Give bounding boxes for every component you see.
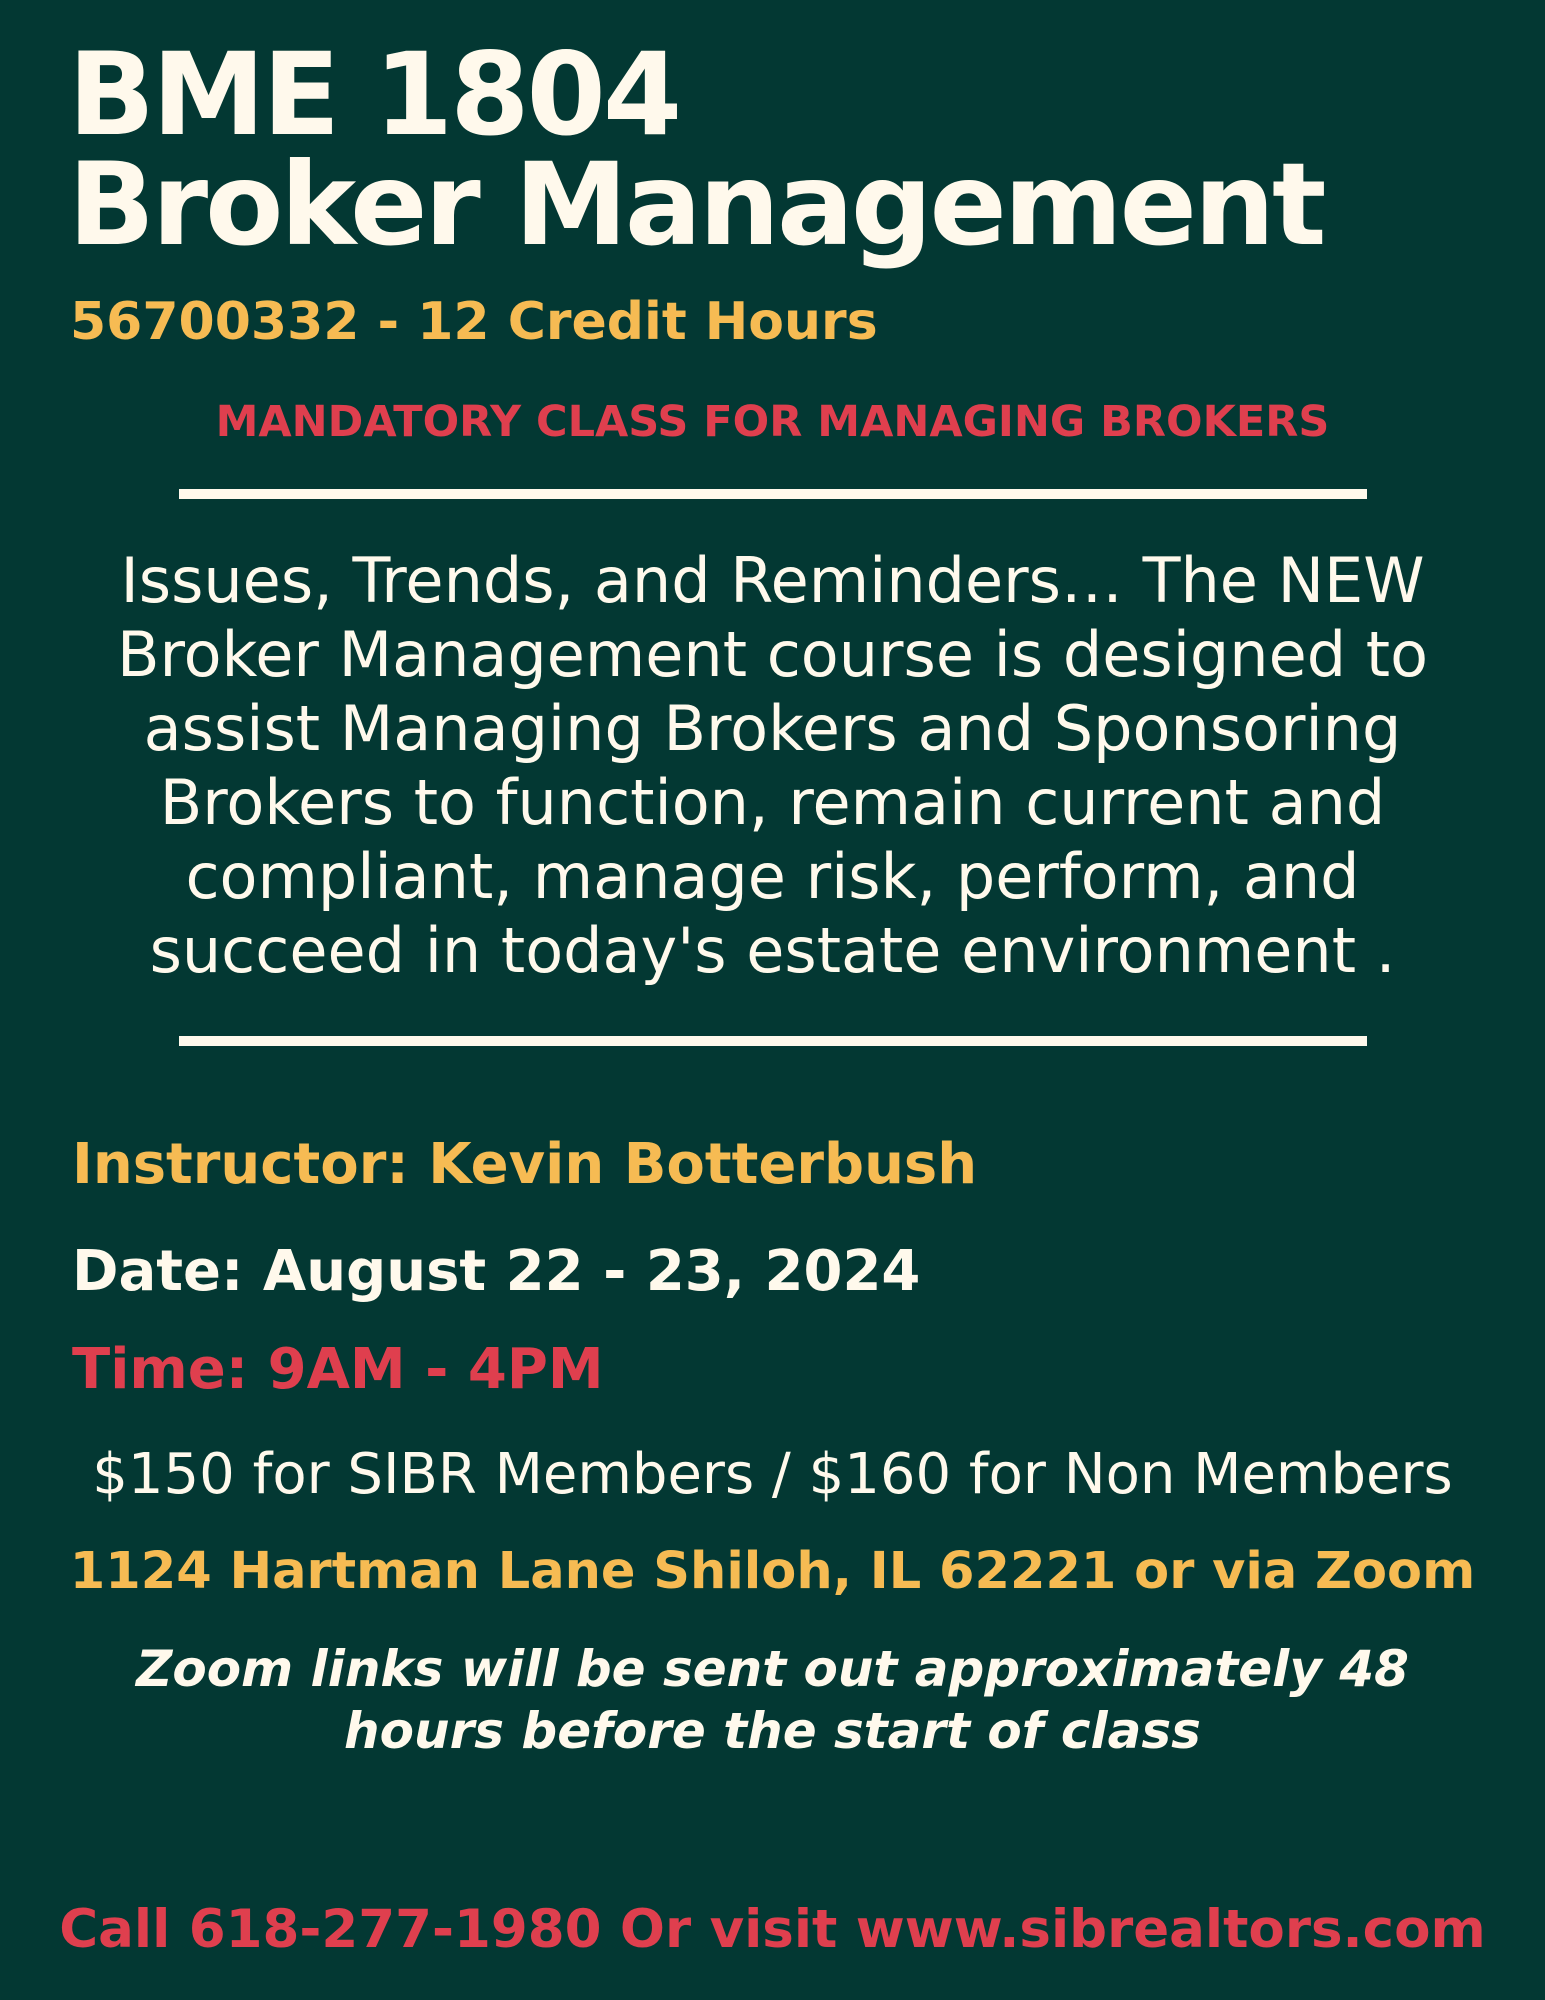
credit-hours: 56700332 - 12 Credit Hours (70, 292, 878, 352)
description-line: compliant, manage risk, perform, and (185, 840, 1360, 913)
location: 1124 Hartman Lane Shiloh, IL 62221 or via Zoom (69, 1542, 1476, 1601)
divider-bottom (179, 1036, 1367, 1046)
class-date: Date: August 22 - 23, 2024 (72, 1239, 921, 1304)
description-line: succeed in today's estate environment . (149, 914, 1396, 987)
course-code: BME 1804 (68, 28, 680, 161)
pricing: $150 for SIBR Members / $160 for Non Members (92, 1442, 1453, 1507)
class-time: Time: 9AM - 4PM (72, 1337, 604, 1402)
description-line: Issues, Trends, and Reminders… The NEW (120, 544, 1425, 617)
course-name: Broker Management (68, 138, 1324, 271)
description-line: assist Managing Brokers and Sponsoring (143, 692, 1402, 765)
divider-top (179, 489, 1367, 499)
mandatory-notice: MANDATORY CLASS FOR MANAGING BROKERS (215, 397, 1330, 447)
zoom-note-line: hours before the start of class (344, 1702, 1201, 1760)
description-line: Brokers to function, remain current and (159, 766, 1386, 839)
zoom-note-line: Zoom links will be sent out approximately 48 (136, 1640, 1409, 1698)
contact-info: Call 618-277-1980 Or visit www.sibrealtors.com (59, 1899, 1486, 1960)
instructor: Instructor: Kevin Botterbush (72, 1132, 978, 1197)
course-title (68, 28, 1324, 271)
course-description (0, 544, 1545, 988)
zoom-note (0, 1638, 1545, 1762)
description-line: Broker Management course is designed to (116, 618, 1429, 691)
